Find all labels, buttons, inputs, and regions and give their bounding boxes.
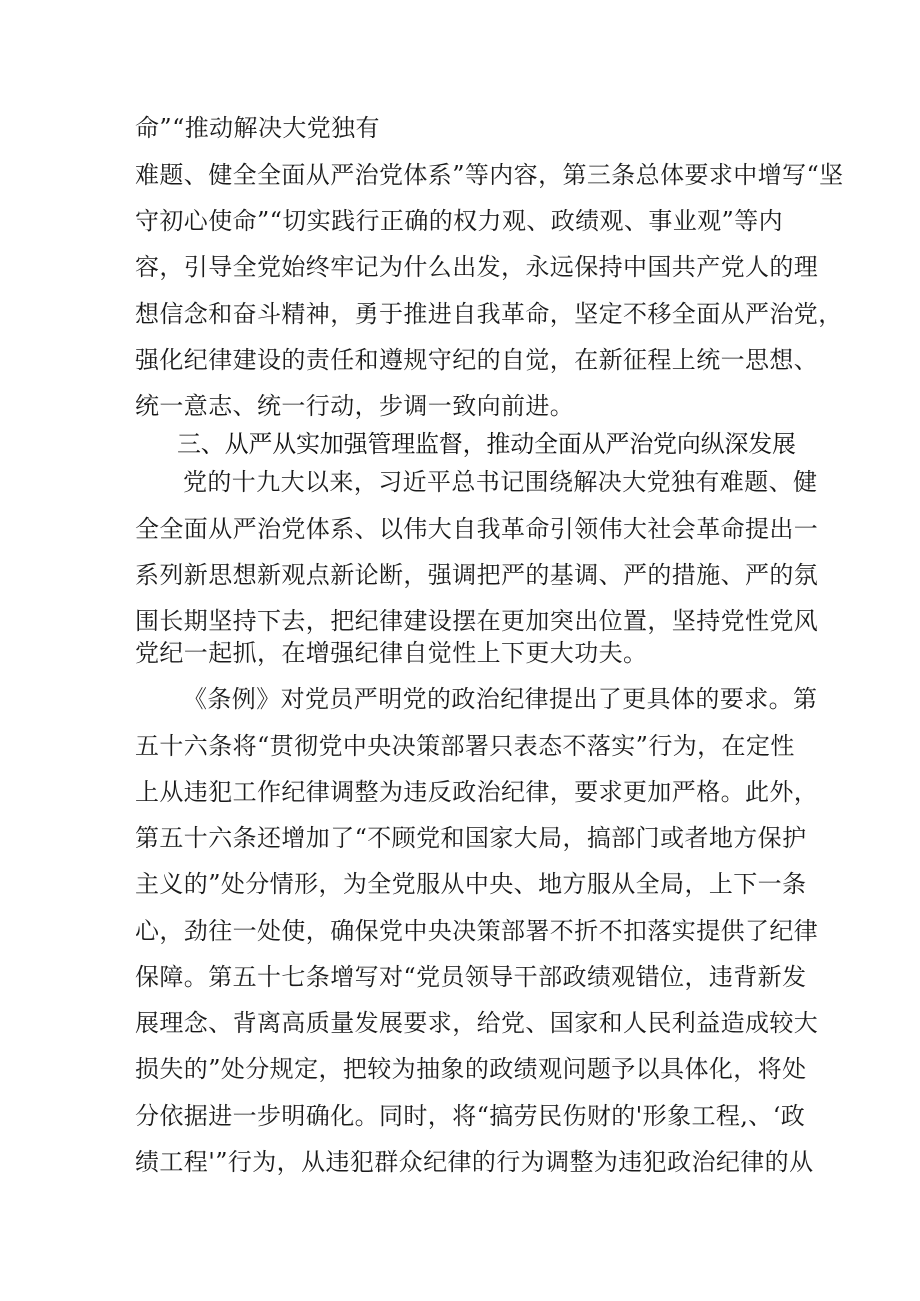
text-line: 绩工程'”行为，从违犯群众纪律的行为调整为违犯政治纪律的从: [135, 1148, 814, 1176]
text-line: 心，劲往一处使，确保党中央决策部署不折不扣落实提供了纪律: [135, 917, 819, 945]
text-line: 命”“推动解决大党独有: [135, 114, 380, 142]
text-line: 想信念和奋斗精神，勇于推进自我革命，坚定不移全面从严治党，: [135, 300, 843, 328]
text-line: 损失的”处分规定，把较为抽象的政绩观问题予以具体化，将处: [135, 1055, 807, 1083]
text-line: 上从违犯工作纪律调整为违反政治纪律，要求更加严格。此外，: [135, 778, 819, 806]
paragraph-first-line: 党的十九大以来，习近平总书记围绕解决大党独有难题、健: [183, 468, 818, 496]
section-heading: 三、从严从实加强管理监督，推动全面从严治党向纵深发展: [177, 430, 796, 458]
text-line: 统一意志、统一行动，步调一致向前进。: [135, 392, 575, 420]
text-line: 守初心使命”“切实践行正确的权力观、政绩观、事业观”等内: [135, 207, 784, 235]
text-line: 五十六条将“贯彻党中央决策部署只表态不落实”行为，在定性: [135, 732, 795, 760]
text-line: 主义的”处分情形，为全党服从中央、地方服从全局，上下一条: [135, 870, 807, 898]
text-line: 围长期坚持下去，把纪律建设摆在更加突出位置，坚持党性党风: [135, 607, 819, 635]
text-line: 强化纪律建设的责任和遵规守纪的自觉，在新征程上统一思想、: [135, 346, 819, 374]
text-line: 展理念、背离高质量发展要求，给党、国家和人民利益造成较大: [135, 1009, 819, 1037]
text-line: 分依据进一步明确化。同时，将“搞劳民伤财的'形象工程,、‘政: [135, 1102, 806, 1130]
text-line: 党纪一起抓，在增强纪律自觉性上下更大功夫。: [135, 639, 648, 667]
text-line: 难题、健全全面从严治党体系”等内容，第三条总体要求中增写“坚: [135, 161, 844, 189]
text-line: 容，引导全党始终牢记为什么出发，永远保持中国共产党人的理: [135, 253, 819, 281]
text-line: 全全面从严治党体系、以伟大自我革命引领伟大社会革命提出一: [135, 515, 819, 543]
text-line: 系列新思想新观点新论断，强调把严的基调、严的措施、严的氛: [135, 561, 819, 589]
text-line: 保障。第五十七条增写对“党员领导干部政绩观错位，违背新发: [135, 963, 807, 991]
text-line: 第五十六条还增加了“不顾党和国家大局，搞部门或者地方保护: [135, 824, 807, 852]
paragraph-first-line: 《条例》对党员严明党的政治纪律提出了更具体的要求。第: [183, 685, 818, 713]
